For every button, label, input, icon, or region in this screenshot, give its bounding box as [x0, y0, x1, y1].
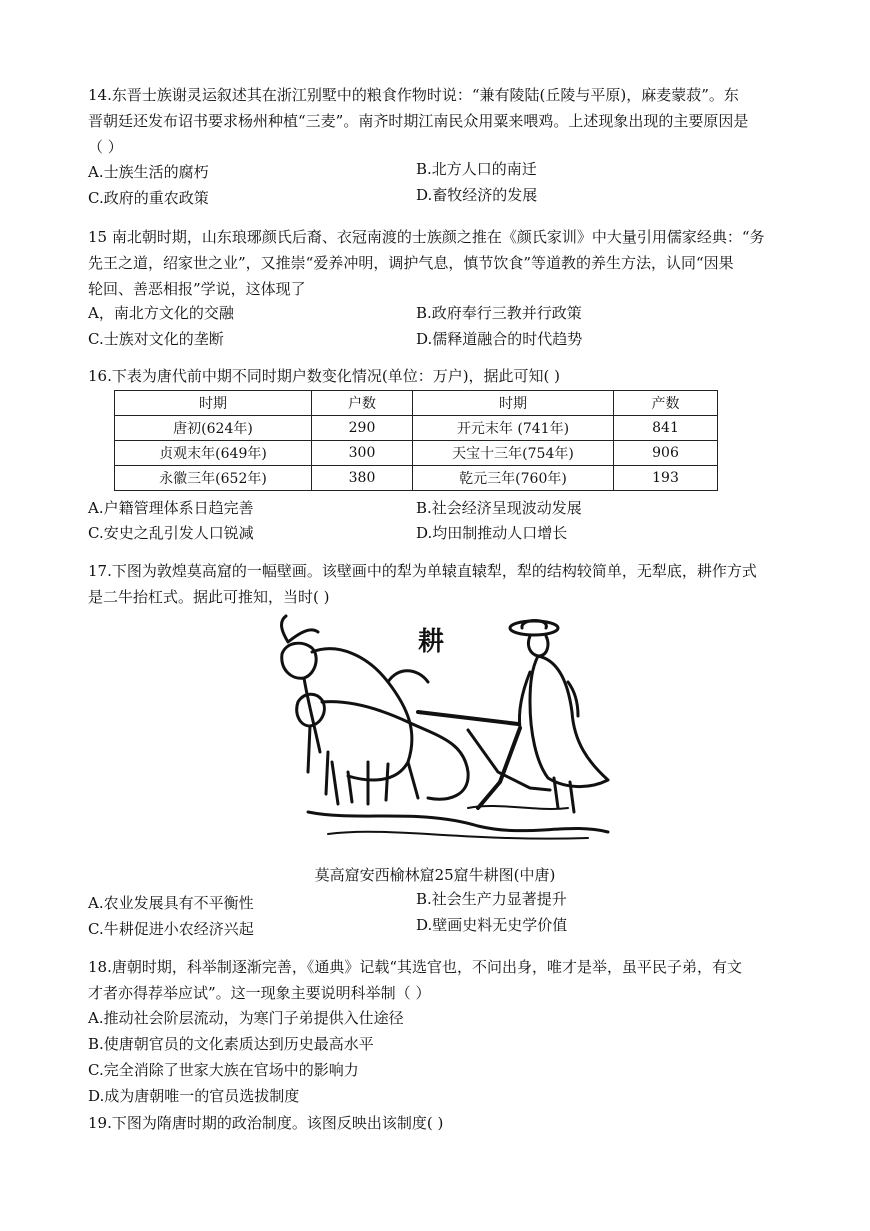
- q14-option-d[interactable]: D.畜牧经济的发展: [416, 186, 538, 204]
- table-header: 户数: [312, 391, 413, 416]
- table-cell: 永徽三年(652年): [115, 466, 312, 491]
- q18-option-b[interactable]: B.使唐朝官员的文化素质达到历史最高水平: [88, 1035, 374, 1053]
- table-cell: 300: [312, 441, 413, 466]
- q15-option-b[interactable]: B.政府奉行三教并行政策: [416, 304, 582, 322]
- table-header: 产数: [614, 391, 718, 416]
- q16-stem: 16.下表为唐代前中期不同时期户数变化情况(单位：万户)，据此可知( ): [88, 367, 561, 385]
- q17-stem-line1: 17.下图为敦煌莫高窟的一幅壁画。该壁画中的犁为单辕直辕犁，犁的结构较简单，无犁底，耕作方式: [88, 562, 757, 580]
- figure-caption: 莫高窟安西榆林窟25窟牛耕图(中唐): [314, 866, 556, 884]
- mural-inscription: 耕: [418, 627, 445, 657]
- table-row: [115, 466, 718, 491]
- table-cell: 841: [614, 416, 718, 441]
- q15-stem-line3: 轮回、善恶相报”学说，这体现了: [88, 280, 306, 298]
- q16-option-b[interactable]: B.社会经济呈现波动发展: [416, 499, 582, 517]
- table-cell: 906: [614, 441, 718, 466]
- households-table: [114, 390, 718, 491]
- q14-option-c[interactable]: C.政府的重农政策: [88, 189, 209, 207]
- q15-stem-line2: 先王之道，绍家世之业”，又推崇“爱养冲明，调护气息，慎节饮食”等道教的养生方法，认同“因果: [88, 254, 734, 272]
- table-cell: 193: [614, 466, 718, 491]
- q18-option-a[interactable]: A.推动社会阶层流动，为寒门子弟提供入仕途径: [88, 1009, 404, 1027]
- q16-option-d[interactable]: D.均田制推动人口增长: [416, 524, 568, 542]
- q14-option-b[interactable]: B.北方人口的南迁: [416, 160, 537, 178]
- q17-option-d[interactable]: D.壁画史料无史学价值: [416, 916, 568, 934]
- q17-option-a[interactable]: A.农业发展具有不平衡性: [88, 894, 254, 912]
- q15-option-a[interactable]: A，南北方文化的交融: [88, 304, 234, 322]
- table-cell: 贞观末年(649年): [115, 441, 312, 466]
- q17-stem-line2: 是二牛抬杠式。据此可推知，当时( ): [88, 588, 330, 606]
- table-header: 时期: [115, 391, 312, 416]
- q19-stem: 19.下图为隋唐时期的政治制度。该图反映出该制度( ): [88, 1114, 444, 1132]
- q17-option-c[interactable]: C.牛耕促进小农经济兴起: [88, 920, 254, 938]
- q18-option-c[interactable]: C.完全消除了世家大族在官场中的影响力: [88, 1061, 359, 1079]
- q17-option-b[interactable]: B.社会生产力显著提升: [416, 890, 567, 908]
- table-row: [115, 441, 718, 466]
- q18-stem-line2: 才者亦得荐举应试”。这一现象主要说明科举制（ ）: [88, 984, 431, 1002]
- q16-option-a[interactable]: A.户籍管理体系日趋完善: [88, 499, 254, 517]
- table-cell: 唐初(624年): [115, 416, 312, 441]
- q14-answer-blank: （ ）: [88, 138, 123, 156]
- table-cell: 乾元三年(760年): [413, 466, 614, 491]
- q16-option-c[interactable]: C.安史之乱引发人口锐减: [88, 524, 254, 542]
- q15-option-d[interactable]: D.儒释道融合的时代趋势: [416, 330, 583, 348]
- q14-stem-line1: 14.东晋士族谢灵运叙述其在浙江别墅中的粮食作物时说：“兼有陵陆(丘陵与平原)，麻麦蒙菽”。东: [88, 86, 739, 104]
- table-row: [115, 416, 718, 441]
- q15-option-c[interactable]: C.士族对文化的垄断: [88, 330, 224, 348]
- table-cell: 开元末年 (741年): [413, 416, 614, 441]
- q14-stem-line2: 晋朝廷还发布诏书要求杨州种植“三麦”。南齐时期江南民众用粟来喂鸡。上述现象出现的主要原因是: [88, 112, 749, 130]
- table-cell: 380: [312, 466, 413, 491]
- q15-stem-line1: 15 南北朝时期，山东琅琊颜氏后裔、衣冠南渡的士族颜之推在《颜氏家训》中大量引用儒家经典：“务: [88, 228, 765, 246]
- q18-option-d[interactable]: D.成为唐朝唯一的官员选拔制度: [88, 1087, 300, 1105]
- q18-stem-line1: 18.唐朝时期，科举制逐渐完善，《通典》记载“其选官也，不问出身，唯才是举，虽平民子弟，有文: [88, 958, 743, 976]
- table-cell: 290: [312, 416, 413, 441]
- ox-ploughing-mural-image: [268, 612, 618, 844]
- table-header: 时期: [413, 391, 614, 416]
- table-header-row: [115, 391, 718, 416]
- table-cell: 天宝十三年(754年): [413, 441, 614, 466]
- q14-option-a[interactable]: A.士族生活的腐朽: [88, 163, 209, 181]
